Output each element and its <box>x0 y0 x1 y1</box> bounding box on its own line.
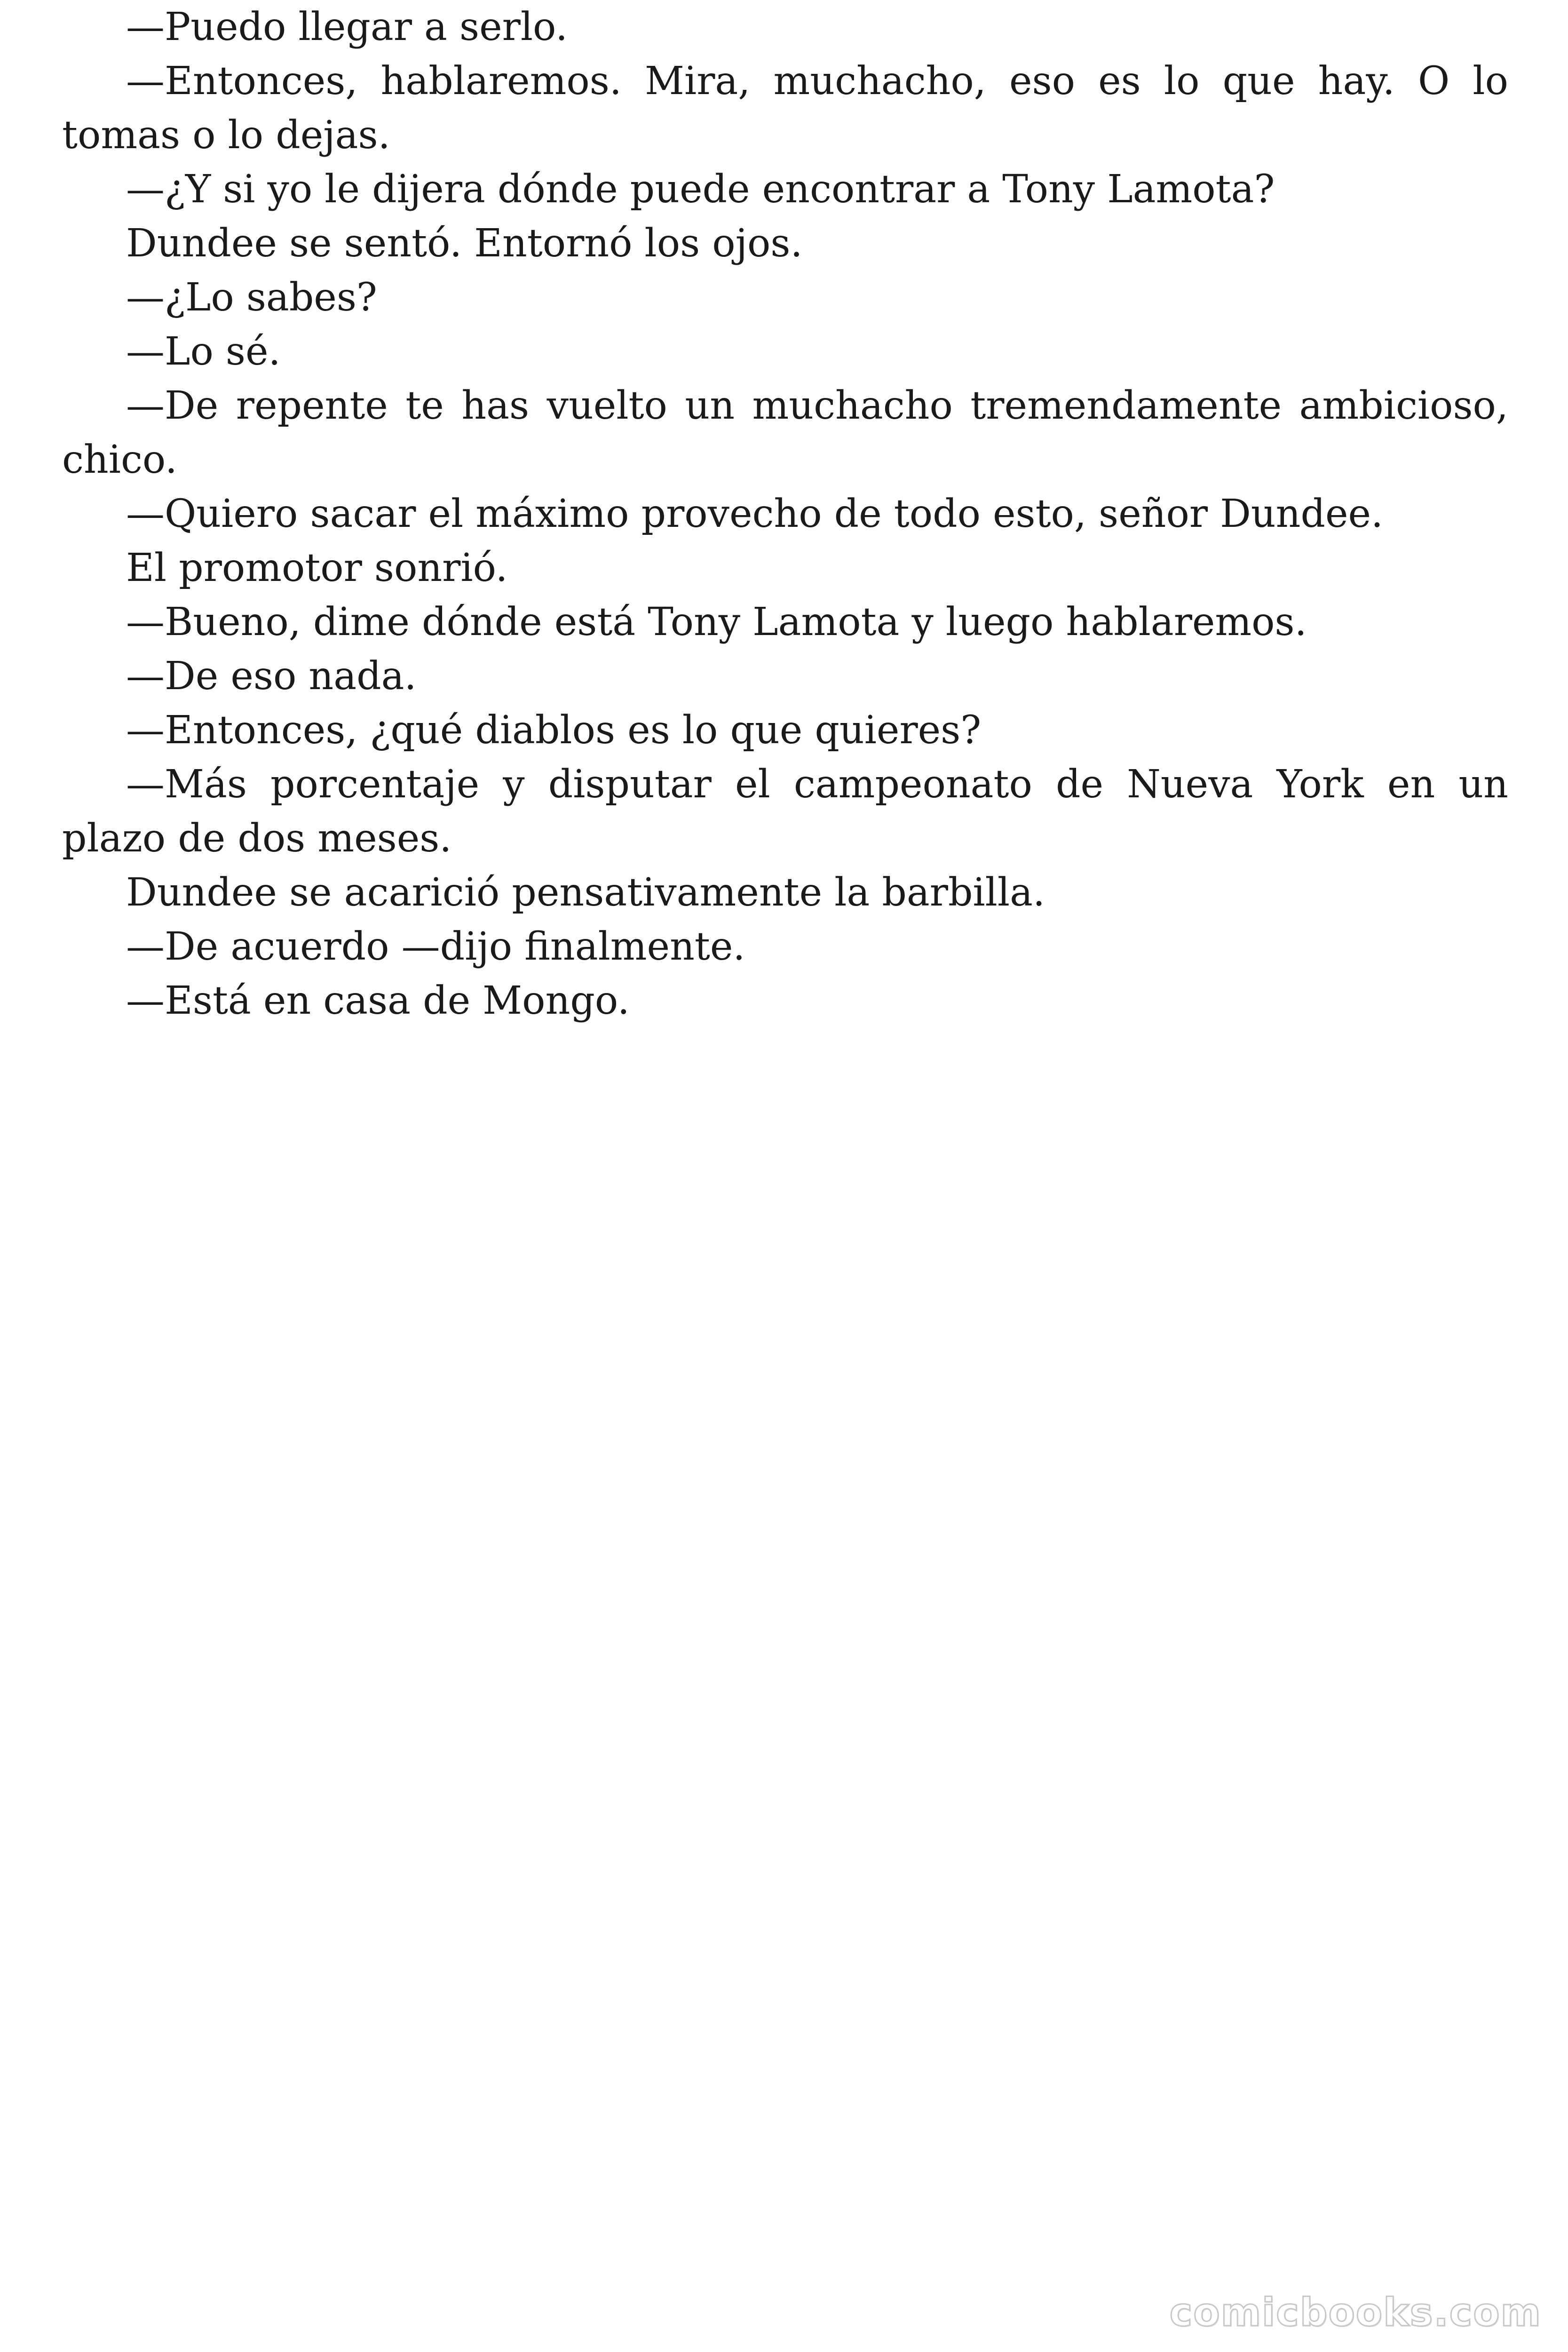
paragraph: —Está en casa de Mongo. <box>126 978 630 1023</box>
paragraph: Dundee se sentó. Entornó los ojos. <box>126 221 803 266</box>
paragraph: —De eso nada. <box>126 654 417 699</box>
paragraph: —Bueno, dime dónde está Tony Lamota y luego hablaremos. <box>126 600 1307 644</box>
paragraph: —Entonces, hablaremos. Mira, muchacho, eso es lo que hay. O lo tomas o lo dejas. <box>62 59 1508 158</box>
paragraph: El promotor sonrió. <box>126 546 508 590</box>
paragraph: Dundee se acarició pensativamente la barbilla. <box>126 870 1045 915</box>
paragraph: —Lo sé. <box>126 329 281 374</box>
paragraph: —Puedo llegar a serlo. <box>126 5 568 49</box>
paragraph: —¿Lo sabes? <box>126 275 377 320</box>
paragraph: —De acuerdo —dijo finalmente. <box>126 924 745 969</box>
watermark: comicbooks.com <box>1169 2290 1542 2335</box>
paragraph: —Entonces, ¿qué diablos es lo que quieres? <box>126 708 982 753</box>
paragraph: —De repente te has vuelto un muchacho tremendamente ambicioso, chico. <box>62 383 1508 482</box>
paragraph: —Más porcentaje y disputar el campeonato de Nueva York en un plazo de dos meses. <box>62 762 1508 861</box>
body-text <box>62 0 1508 1028</box>
paragraph: —Quiero sacar el máximo provecho de todo esto, señor Dundee. <box>126 492 1384 536</box>
paragraph: —¿Y si yo le dijera dónde puede encontrar a Tony Lamota? <box>126 167 1275 212</box>
